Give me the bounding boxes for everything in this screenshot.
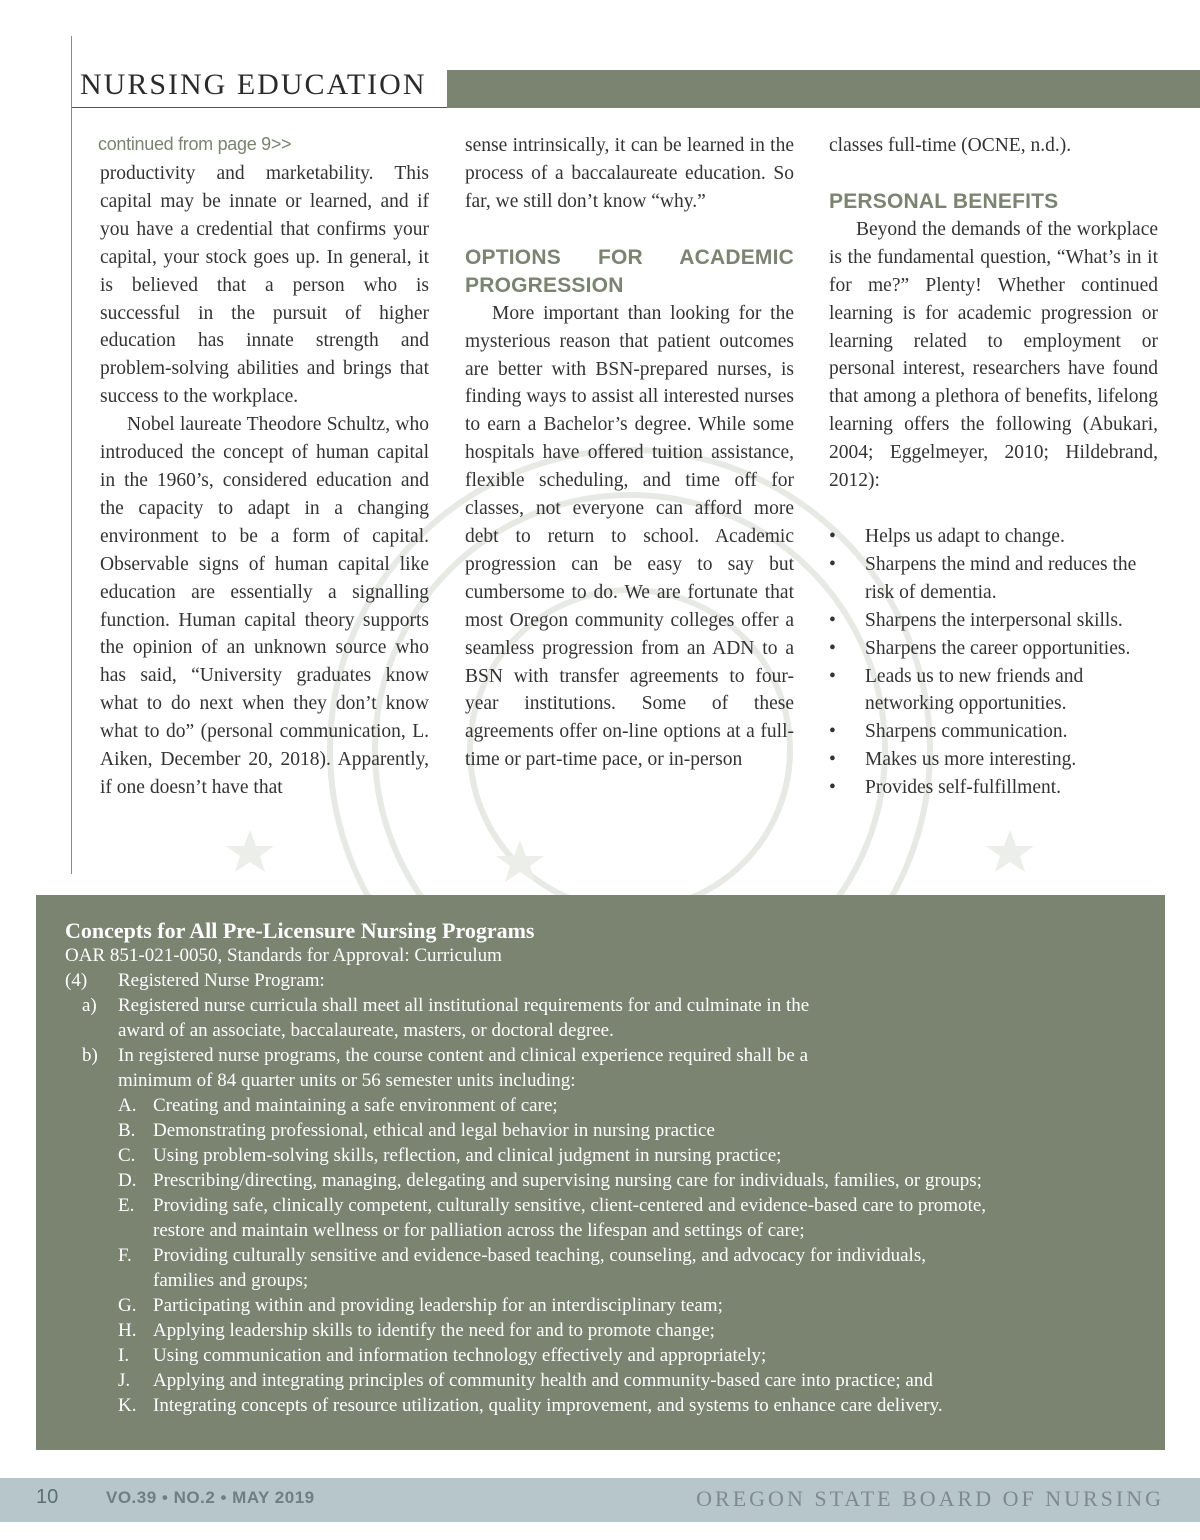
left-rule [71, 36, 72, 874]
column-2 [465, 132, 794, 774]
bullet-icon: • [829, 665, 836, 687]
section-heading: OPTIONS FOR ACADEMIC PROGRESSION [465, 245, 794, 297]
footer-bar [0, 1478, 1200, 1522]
section-heading: PERSONAL BENEFITS [829, 189, 1059, 213]
item-marker: K. [118, 1395, 137, 1416]
item-text: Applying leadership skills to identify the need for and to promote change; [153, 1320, 715, 1341]
curriculum-box [36, 895, 1165, 1450]
item-marker: b) [82, 1045, 98, 1066]
list-item: • Sharpens the interpersonal skills. [829, 607, 1158, 635]
item-marker: G. [118, 1295, 137, 1316]
list-item: • Sharpens the career opportunities. [829, 635, 1158, 663]
item-text: Participating within and providing leadership for an interdisciplinary team; [153, 1295, 723, 1316]
list-item: • Sharpens communication. [829, 718, 1158, 746]
column-3 [829, 132, 1158, 802]
item-text: Prescribing/directing, managing, delegating and supervising nursing care for individuals, families, or groups; [153, 1170, 982, 1191]
item-text: restore and maintain wellness or for palliation across the lifespan and settings of care; [153, 1220, 805, 1241]
title-underline [72, 107, 448, 108]
list-item: • Helps us adapt to change. [829, 523, 1158, 551]
bullet-icon: • [829, 721, 836, 743]
item-marker: C. [118, 1145, 136, 1166]
bullet-icon: • [829, 609, 836, 631]
item-text: Applying and integrating principles of community health and community-based care into practice; and [153, 1370, 933, 1391]
benefits-list [829, 523, 1158, 802]
item-text: Registered nurse curricula shall meet all institutional requirements for and culminate in the [118, 995, 810, 1016]
bullet-icon: • [829, 525, 836, 547]
paragraph: productivity and marketability. This capital may be innate or learned, and if you have a credential that confirms your capital, your stock goes up. In general, it is believed that a person who is successful in the pursuit of higher education has innate strength and problem-solving abilities and brings that success to the workplace. [100, 163, 429, 408]
bullet-icon: • [829, 777, 836, 799]
item-text: award of an associate, baccalaureate, masters, or doctoral degree. [118, 1020, 614, 1041]
item-marker: a) [82, 995, 97, 1016]
item-marker: D. [118, 1170, 137, 1191]
paragraph: Beyond the demands of the workplace is the fundamental question, “What’s in it for me?” Plenty! Whether continued learning is for academic progression or learning related to employment or personal interest, researchers have found that among a plethora of benefits, lifelong learning offers the following (Abukari, 2004; Eggelmeyer, 2010; Hildebrand, 2012): [829, 218, 1158, 492]
paragraph: More important than looking for the mysterious reason that patient outcomes are better with BSN-prepared nurses, is finding ways to assist all interested nurses to earn a Bachelor’s degree. While some hospitals have offered tuition assistance, flexible scheduling, and time off for classes, not everyone can afford more debt to return to school. Academic progression can be easy to say but cumbersome to do. We are fortunate that most Oregon community colleges offer a seamless progression from an ADN to a BSN with transfer agreements to four-year institutions. Some of these agreements offer on-line options at a full-time or part-time pace, or in-person [465, 302, 794, 771]
bullet-icon: • [829, 553, 836, 575]
publisher-name: OREGON STATE BOARD OF NURSING [696, 1486, 1164, 1511]
box-title: Concepts for All Pre-Licensure Nursing Programs [65, 918, 535, 943]
page-number: 10 [36, 1486, 59, 1508]
paragraph: sense intrinsically, it can be learned in the process of a baccalaureate education. So far, we still don’t know “why.” [465, 135, 794, 212]
item-text: Demonstrating professional, ethical and legal behavior in nursing practice [153, 1120, 715, 1141]
list-item: • Sharpens the mind and reduces the risk of dementia. [829, 551, 1158, 607]
list-item: • Provides self-fulfillment. [829, 774, 1158, 802]
item-text: families and groups; [153, 1270, 309, 1291]
section-title: NURSING EDUCATION [80, 68, 427, 101]
item-text: minimum of 84 quarter units or 56 semester units including: [118, 1070, 576, 1091]
item-text: Registered Nurse Program: [118, 970, 325, 991]
item-marker: A. [118, 1095, 137, 1116]
item-marker: I. [118, 1345, 130, 1366]
item-marker: F. [118, 1245, 132, 1266]
header-band [447, 70, 1200, 108]
list-item: • Leads us to new friends and networking opportunities. [829, 663, 1158, 719]
paragraph: Nobel laureate Theodore Schultz, who introduced the concept of human capital in the 1960’s, considered education and the capacity to adapt in a changing environment to be a form of capital. Observable signs of human capital like education are essentially a signalling function. Human capital theory supports the opinion of an unknown source who has said, “University graduates know what to do next when they don’t know what to do” (personal communication, L. Aiken, December 20, 2018). Apparently, if one doesn’t have that [100, 414, 429, 798]
bullet-icon: • [829, 637, 836, 659]
item-marker: B. [118, 1120, 136, 1141]
column-1 [100, 132, 429, 802]
item-text: Using communication and information technology effectively and appropriately; [153, 1345, 767, 1366]
item-text: Using problem-solving skills, reflection, and clinical judgment in nursing practice; [153, 1145, 782, 1166]
item-text: Providing culturally sensitive and evidence-based teaching, counseling, and advocacy for individuals, [153, 1245, 926, 1266]
list-item: • Makes us more interesting. [829, 746, 1158, 774]
continued-note: continued from page 9>> [98, 134, 292, 154]
paragraph: classes full-time (OCNE, n.d.). [829, 135, 1072, 156]
bullet-icon: • [829, 749, 836, 771]
item-marker: (4) [65, 970, 88, 991]
item-text: In registered nurse programs, the course content and clinical experience required shall be a [118, 1045, 809, 1066]
issue-info: VO.39 • NO.2 • MAY 2019 [106, 1488, 315, 1507]
item-marker: J. [118, 1370, 131, 1391]
box-subtitle: OAR 851-021-0050, Standards for Approval: Curriculum [65, 945, 502, 966]
item-marker: H. [118, 1320, 137, 1341]
item-text: Integrating concepts of resource utilization, quality improvement, and systems to enhance care delivery. [153, 1395, 943, 1416]
item-marker: E. [118, 1195, 135, 1216]
item-text: Providing safe, clinically competent, culturally sensitive, client-centered and evidence-based care to promote, [153, 1195, 987, 1216]
item-text: Creating and maintaining a safe environment of care; [153, 1095, 558, 1116]
